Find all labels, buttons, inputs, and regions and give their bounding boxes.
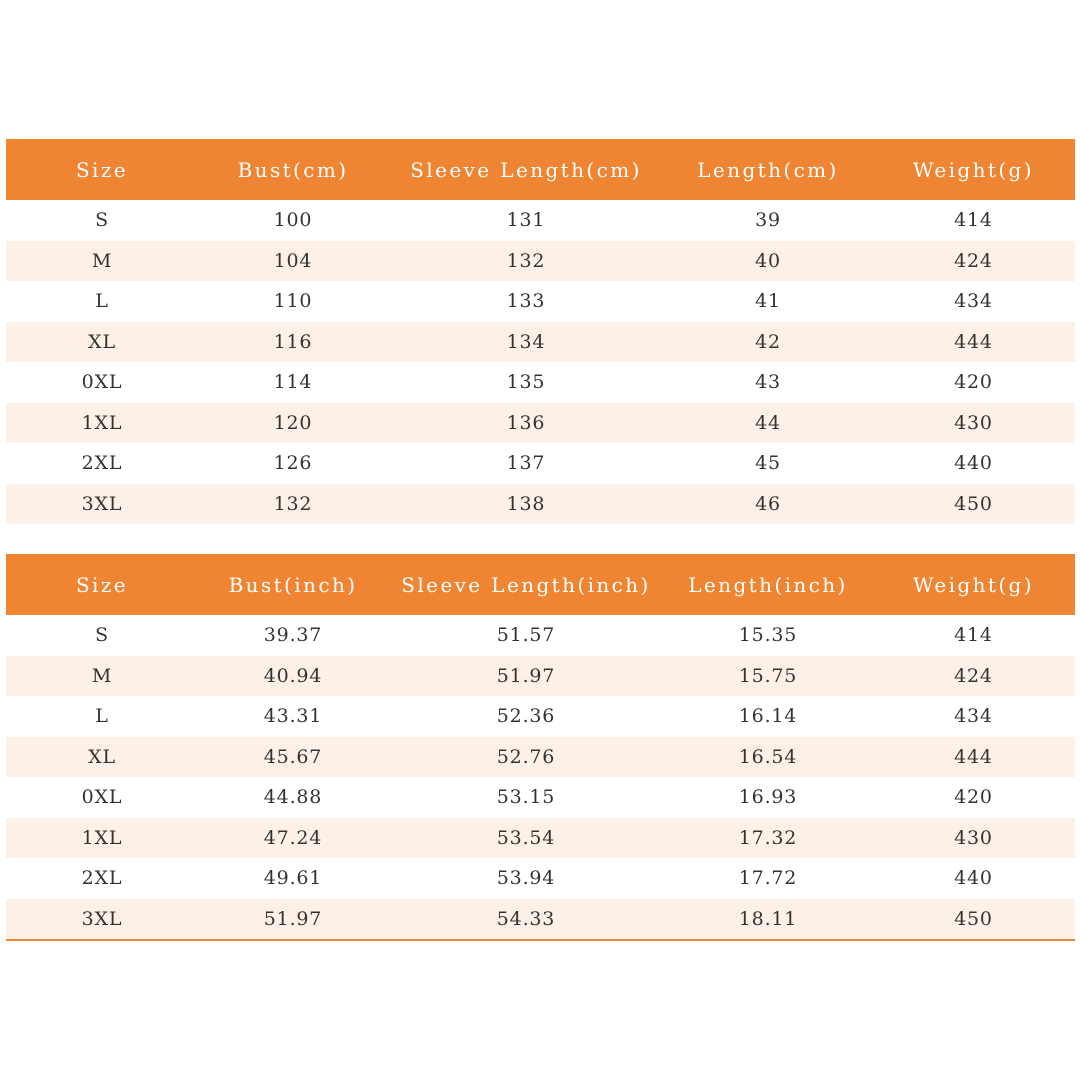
cell-length: 43 xyxy=(755,371,781,394)
cell-bust: 40.94 xyxy=(263,664,323,687)
cell-bust: 49.61 xyxy=(263,867,323,890)
cell-size: M xyxy=(91,664,113,687)
cell-weight: 450 xyxy=(954,907,993,930)
cell-sleeve-length: 134 xyxy=(506,330,546,353)
cell-bust: 43.31 xyxy=(263,705,323,728)
table-row xyxy=(6,737,1075,778)
table-header-row xyxy=(6,554,1075,615)
cell-bust: 51.97 xyxy=(263,907,323,930)
cell-length: 17.32 xyxy=(738,826,798,849)
table-header-row xyxy=(6,139,1075,200)
header-bust: Bust(cm) xyxy=(237,157,349,182)
cell-bust: 114 xyxy=(273,371,313,394)
size-chart-cm-table xyxy=(6,139,1075,524)
cell-size: XL xyxy=(88,745,116,768)
cell-weight: 434 xyxy=(954,290,993,313)
cell-bust: 47.24 xyxy=(263,826,323,849)
cell-bust: 120 xyxy=(273,411,313,434)
cell-bust: 110 xyxy=(273,290,313,313)
cell-length: 15.35 xyxy=(738,624,798,647)
cell-bust: 116 xyxy=(273,330,313,353)
cell-size: 2XL xyxy=(81,867,123,890)
cell-sleeve-length: 138 xyxy=(506,492,546,515)
cell-weight: 444 xyxy=(954,330,993,353)
cell-sleeve-length: 137 xyxy=(506,452,546,475)
cell-weight: 424 xyxy=(954,664,993,687)
cell-length: 16.54 xyxy=(738,745,798,768)
cell-weight: 430 xyxy=(954,826,993,849)
table-row xyxy=(6,362,1075,403)
table-row xyxy=(6,322,1075,363)
cell-sleeve-length: 132 xyxy=(506,249,546,272)
cell-weight: 434 xyxy=(954,705,993,728)
cell-sleeve-length: 52.36 xyxy=(496,705,556,728)
cell-length: 16.93 xyxy=(738,786,798,809)
cell-sleeve-length: 136 xyxy=(506,411,546,434)
header-weight: Weight(g) xyxy=(913,157,1034,182)
table-row xyxy=(6,696,1075,737)
cell-bust: 104 xyxy=(273,249,313,272)
cell-weight: 440 xyxy=(954,867,993,890)
cell-weight: 424 xyxy=(954,249,993,272)
cell-bust: 100 xyxy=(273,209,313,232)
cell-length: 46 xyxy=(755,492,781,515)
table-row xyxy=(6,615,1075,656)
table-row xyxy=(6,241,1075,282)
cell-length: 45 xyxy=(755,452,781,475)
cell-sleeve-length: 53.15 xyxy=(496,786,556,809)
cell-size: 3XL xyxy=(81,492,123,515)
cell-size: XL xyxy=(88,330,116,353)
cell-size: S xyxy=(95,209,109,232)
cell-sleeve-length: 135 xyxy=(506,371,546,394)
cell-weight: 414 xyxy=(954,624,993,647)
header-sleeve-length: Sleeve Length(inch) xyxy=(401,572,651,597)
table-row xyxy=(6,443,1075,484)
table-row xyxy=(6,484,1075,525)
size-chart-inch-table xyxy=(6,554,1075,941)
table-row xyxy=(6,777,1075,818)
header-sleeve-length: Sleeve Length(cm) xyxy=(410,157,642,182)
cell-length: 16.14 xyxy=(738,705,798,728)
cell-length: 40 xyxy=(755,249,781,272)
table-row xyxy=(6,403,1075,444)
cell-weight: 450 xyxy=(954,492,993,515)
cell-size: 0XL xyxy=(81,371,123,394)
header-size: Size xyxy=(75,572,129,597)
cell-weight: 430 xyxy=(954,411,993,434)
cell-sleeve-length: 52.76 xyxy=(496,745,556,768)
cell-sleeve-length: 133 xyxy=(506,290,546,313)
cell-length: 17.72 xyxy=(738,867,798,890)
cell-length: 42 xyxy=(755,330,781,353)
cell-sleeve-length: 51.57 xyxy=(496,624,556,647)
cell-bust: 126 xyxy=(273,452,313,475)
table-row xyxy=(6,656,1075,697)
cell-size: 1XL xyxy=(81,826,123,849)
table-row xyxy=(6,858,1075,899)
cell-bust: 45.67 xyxy=(263,745,323,768)
cell-size: S xyxy=(95,624,109,647)
cell-length: 41 xyxy=(755,290,781,313)
header-length: Length(cm) xyxy=(697,157,839,182)
cell-sleeve-length: 53.94 xyxy=(496,867,556,890)
cell-length: 39 xyxy=(755,209,781,232)
cell-size: 3XL xyxy=(81,907,123,930)
cell-weight: 420 xyxy=(954,371,993,394)
cell-size: 2XL xyxy=(81,452,123,475)
table-row xyxy=(6,281,1075,322)
cell-sleeve-length: 51.97 xyxy=(496,664,556,687)
cell-sleeve-length: 131 xyxy=(506,209,546,232)
table-row xyxy=(6,899,1075,940)
header-weight: Weight(g) xyxy=(913,572,1034,597)
cell-size: M xyxy=(91,249,113,272)
cell-size: L xyxy=(95,290,109,313)
cell-length: 44 xyxy=(755,411,781,434)
cell-sleeve-length: 53.54 xyxy=(496,826,556,849)
cell-length: 18.11 xyxy=(738,907,798,930)
header-size: Size xyxy=(75,157,129,182)
cell-size: 0XL xyxy=(81,786,123,809)
cell-bust: 132 xyxy=(273,492,313,515)
cell-size: 1XL xyxy=(81,411,123,434)
cell-sleeve-length: 54.33 xyxy=(496,907,556,930)
cell-weight: 440 xyxy=(954,452,993,475)
table-row xyxy=(6,818,1075,859)
header-bust: Bust(inch) xyxy=(228,572,358,597)
cell-bust: 39.37 xyxy=(263,624,323,647)
cell-size: L xyxy=(95,705,109,728)
header-length: Length(inch) xyxy=(688,572,848,597)
cell-weight: 444 xyxy=(954,745,993,768)
table-row xyxy=(6,200,1075,241)
cell-bust: 44.88 xyxy=(263,786,323,809)
cell-weight: 420 xyxy=(954,786,993,809)
cell-length: 15.75 xyxy=(738,664,798,687)
cell-weight: 414 xyxy=(954,209,993,232)
